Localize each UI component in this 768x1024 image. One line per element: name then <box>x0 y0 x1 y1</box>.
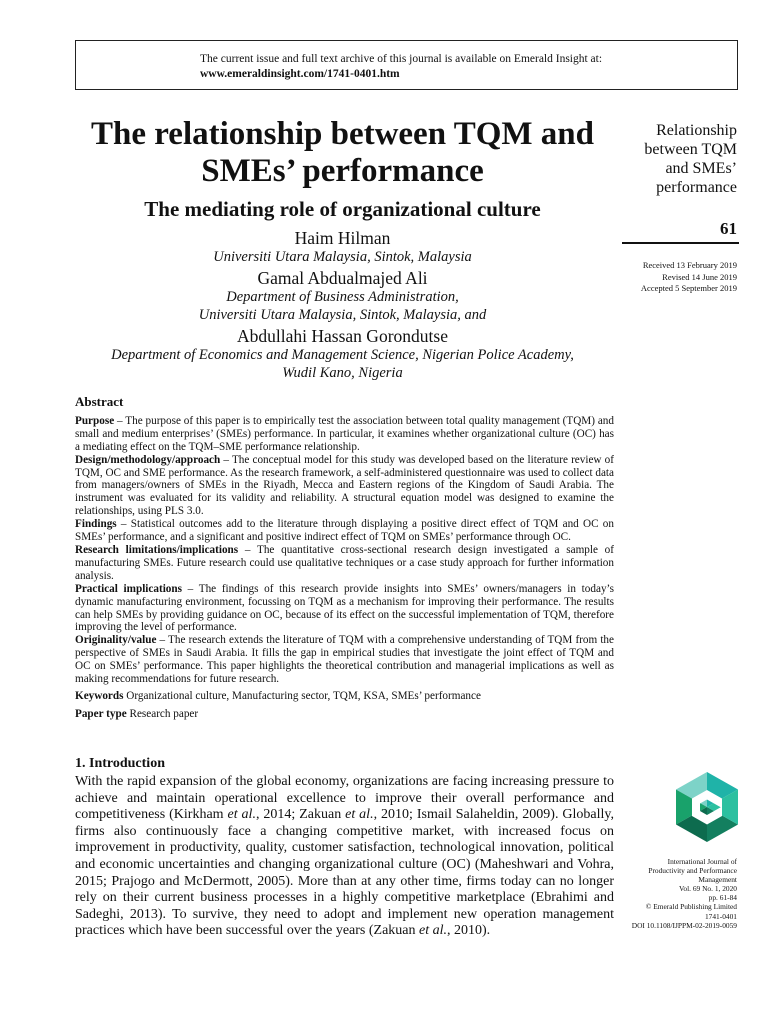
abstract-design <box>75 454 614 519</box>
abstract <box>75 396 614 721</box>
running-head-line: performance <box>656 179 737 196</box>
intro-text: , 2010). <box>447 923 491 939</box>
abstract-findings <box>75 518 614 544</box>
intro-text: , 2014; Zakuan <box>255 807 346 823</box>
journal-notice-text: The current issue and full text archive of this journal is available on Emerald Insight at: <box>200 53 603 65</box>
intro-italic: et al. <box>345 807 374 823</box>
intro-text: With the rapid expansion of the global economy, organizations are facing increasing pressure to achieve and maintain operational excellence to improve their overall performance and competitiveness (Kirkham <box>75 774 614 823</box>
abstract-text: – Statistical outcomes add to the literature through displaying a positive direct effect of TQM and OC on SMEs’ performance, and a significant and positive indirect effect of TQM on SMEs’ performance through OC. <box>75 518 614 544</box>
abstract-text: – The findings of this research provide insights into SMEs’ owners/managers in today’s dynamic manufacturing environment, focussing on TQM as a mechanism for improving their performance. The results can help SMEs by providing guidance on OC, because of its effect on the successful implementation of TQM, therefore improving the level of performance. <box>75 582 614 634</box>
introduction-heading: 1. Introduction <box>75 756 165 771</box>
margin-divider <box>622 242 739 244</box>
abstract-practical <box>75 583 614 635</box>
running-head-line: Relationship <box>656 122 737 139</box>
author-name: Haim Hilman <box>294 228 391 248</box>
abstract-originality <box>75 634 614 686</box>
submission-dates <box>600 260 737 295</box>
page-number: 61 <box>720 219 737 238</box>
journal-notice-box <box>75 40 738 90</box>
keywords-label: Keywords <box>75 689 124 702</box>
journal-doi[interactable]: DOI 10.1108/IJPPM-02-2019-0059 <box>631 920 737 930</box>
abstract-text: – The research extends the literature of TQM with a comprehensive understanding of TQM from the perspective of SMEs in Saudi Arabia. It fills the gap in empirical studies that investigate the joint effect of TQM and OC on SMEs’ performance. This paper highlights the theoretical contribution and managerial implications as well as making recommendations for future research. <box>75 634 614 686</box>
journal-info-line: International Journal of <box>667 857 737 866</box>
intro-italic: et al. <box>227 807 256 823</box>
abstract-label: Originality/value <box>75 634 157 647</box>
paper-title: The relationship between TQM and SMEs’ performance <box>90 116 594 189</box>
running-head-line: and SMEs’ <box>665 160 737 177</box>
keywords-value: Organizational culture, Manufacturing sector, TQM, KSA, SMEs’ performance <box>123 689 481 702</box>
emerald-publishing-logo-icon <box>676 772 738 842</box>
journal-info-line: pp. 61-84 <box>708 893 737 903</box>
paper-subtitle: The mediating role of organizational culture <box>144 197 541 221</box>
abstract-text: – The purpose of this paper is to empirically test the association between total quality management (TQM) and small and medium enterprises’ (SMEs) performance. In particular, it examines whether organizational culture (OC) has a mediating effect on the TQM–SME performance relationship. <box>75 414 614 453</box>
journal-info-line: Productivity and Performance <box>648 866 737 876</box>
keywords <box>75 690 614 703</box>
abstract-label: Design/methodology/approach <box>75 453 221 466</box>
abstract-text: – The quantitative cross-sectional research design investigated a sample of manufacturing SMEs. Future research could use qualitative techniques or a case study approach for further information analysis. <box>75 543 614 582</box>
date-accepted: Accepted 5 September 2019 <box>640 283 737 293</box>
introduction-section <box>75 756 614 940</box>
date-received: Received 13 February 2019 <box>642 260 737 270</box>
intro-text: , 2010; Ismail Salaheldin, 2009). Globally, firms also continuously face a changing competitive market, with increased focus on improvement in productivity, quality, customer satisfaction, technological innovation, political and economic uncertainties and changing organizational culture (OC) (Maheshwari and Vohra, 2015; Prajogo and McDermott, 2005). More than at any other time, firms today can no longer rely on their current business processes in a highly competitive marketplace (Ebrahimi and Sadeghi, 2013). To survive, they need to adopt and implement new operation management practices which have been successful over the years (Zakuan <box>75 807 614 939</box>
intro-italic: et al. <box>419 923 448 939</box>
date-revised: Revised 14 June 2019 <box>662 271 737 282</box>
abstract-label: Purpose <box>75 414 115 427</box>
abstract-text: – The conceptual model for this study was developed based on the literature review of TQM, OC and SME performance. As the research framework, a self-administered questionnaire was used to collect data from managers/owners of SMEs in the Riyadh, Mecca and Eastern regions of the Kingdom of Saudi Arabia. The instrument was evaluated for its validity and reliability. A structural equation model was designed to examine the relationships, using PLS 3.0. <box>75 453 614 518</box>
abstract-label: Practical implications <box>75 582 182 595</box>
journal-info-line: © Emerald Publishing Limited <box>645 902 737 912</box>
running-head-line: between TQM <box>644 141 737 158</box>
journal-info-line: Vol. 69 No. 1, 2020 <box>679 884 737 894</box>
journal-info-line: Management <box>698 875 737 885</box>
journal-url-link[interactable]: www.emeraldinsight.com/1741-0401.htm <box>200 68 400 80</box>
journal-info <box>600 857 737 930</box>
abstract-purpose <box>75 415 614 454</box>
abstract-heading: Abstract <box>75 394 124 409</box>
author-affiliation: Department of Business Administration, <box>226 289 459 305</box>
journal-info-line: 1741-0401 <box>704 911 737 921</box>
paper-type <box>75 708 614 721</box>
paper-type-value: Research paper <box>126 707 199 720</box>
running-head <box>610 121 737 197</box>
introduction-paragraph <box>75 774 614 940</box>
abstract-limitations <box>75 544 614 583</box>
author-affiliation: Department of Economics and Management Science, Nigerian Police Academy, <box>111 347 574 363</box>
author-affiliation: Universiti Utara Malaysia, Sintok, Malaysia, and <box>198 307 487 323</box>
author-affiliation: Wudil Kano, Nigeria <box>282 365 403 381</box>
author-name: Gamal Abdualmajed Ali <box>257 268 428 288</box>
abstract-label: Research limitations/implications <box>75 543 239 556</box>
abstract-label: Findings <box>75 518 117 531</box>
author-name: Abdullahi Hassan Gorondutse <box>237 326 448 346</box>
title-block <box>75 116 610 382</box>
author-affiliation: Universiti Utara Malaysia, Sintok, Malaysia <box>213 249 472 265</box>
paper-type-label: Paper type <box>75 707 127 720</box>
